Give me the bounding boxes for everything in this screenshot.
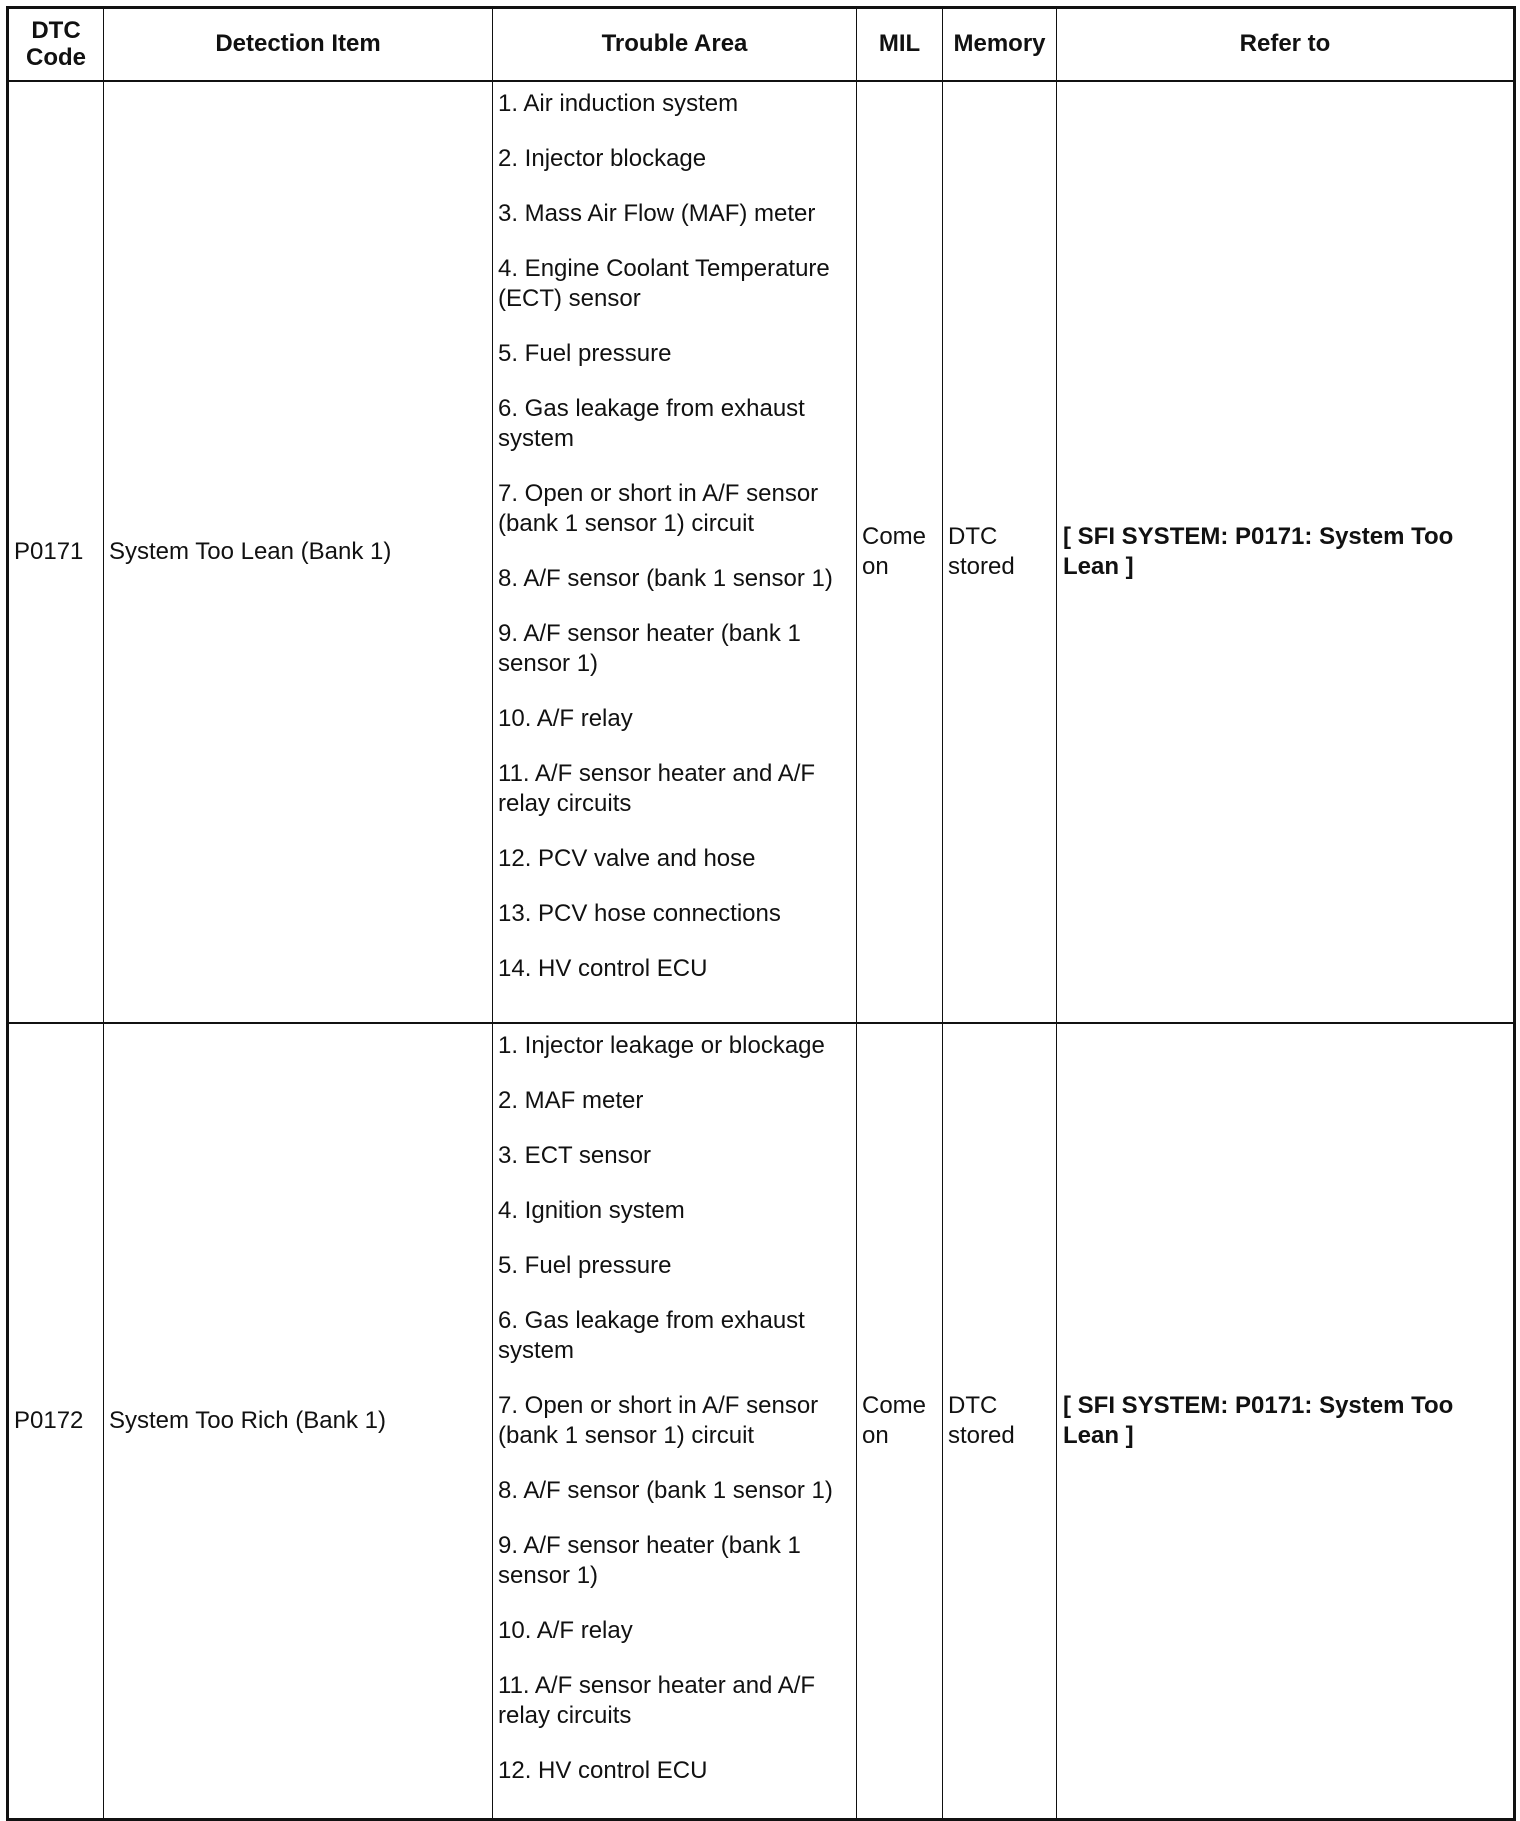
- trouble-area-item: 4. Ignition system: [498, 1197, 685, 1224]
- trouble-area-item: 11. A/F sensor heater and A/F relay circuits: [498, 1672, 816, 1729]
- header-trouble-area: Trouble Area: [493, 8, 857, 82]
- memory-cell: [943, 1023, 1057, 1820]
- trouble-area-item: 12. HV control ECU: [498, 1757, 708, 1784]
- trouble-area-item: 13. PCV hose connections: [498, 900, 781, 927]
- header-dtc-code: DTC Code: [8, 8, 104, 82]
- mil-cell: [857, 81, 943, 1023]
- dtc-code-cell: [8, 81, 104, 1023]
- trouble-area-item: 1. Injector leakage or blockage: [498, 1032, 825, 1059]
- refer-to-cell: [1057, 81, 1515, 1023]
- trouble-area-item: 1. Air induction system: [498, 90, 739, 117]
- memory-cell: [943, 81, 1057, 1023]
- table-body: [8, 81, 1515, 1820]
- table-row: [8, 1023, 1515, 1820]
- trouble-area-cell: [493, 81, 857, 1023]
- trouble-area-item: 7. Open or short in A/F sensor (bank 1 sensor 1) circuit: [498, 1392, 819, 1449]
- trouble-area-item: 2. Injector blockage: [498, 145, 707, 172]
- trouble-area-item: 5. Fuel pressure: [498, 340, 672, 367]
- refer-to-link[interactable]: [ SFI SYSTEM: P0171: System Too Lean ]: [1063, 1392, 1454, 1449]
- header-detection-item: Detection Item: [104, 8, 493, 82]
- header-memory: Memory: [943, 8, 1057, 82]
- dtc-code: P0172: [14, 1407, 84, 1434]
- header-refer-to: Refer to: [1057, 8, 1515, 82]
- trouble-area-item: 8. A/F sensor (bank 1 sensor 1): [498, 1477, 833, 1504]
- table-row: [8, 81, 1515, 1023]
- detection-item: System Too Lean (Bank 1): [109, 538, 392, 565]
- trouble-area-list: [493, 1024, 856, 1786]
- trouble-area-item: 7. Open or short in A/F sensor (bank 1 sensor 1) circuit: [498, 480, 819, 537]
- mil-cell: [857, 1023, 943, 1820]
- trouble-area-item: 3. Mass Air Flow (MAF) meter: [498, 200, 816, 227]
- trouble-area-item: 10. A/F relay: [498, 705, 633, 732]
- memory-status: DTC stored: [948, 1392, 1015, 1449]
- refer-to-cell: [1057, 1023, 1515, 1820]
- detection-item-cell: [104, 81, 493, 1023]
- table-header: [8, 8, 1515, 82]
- trouble-area-item: 10. A/F relay: [498, 1617, 633, 1644]
- trouble-area-item: 14. HV control ECU: [498, 955, 708, 982]
- trouble-area-item: 6. Gas leakage from exhaust system: [498, 1307, 805, 1364]
- detection-item: System Too Rich (Bank 1): [109, 1407, 386, 1434]
- trouble-area-item: 5. Fuel pressure: [498, 1252, 672, 1279]
- mil-status: Come on: [862, 1392, 927, 1449]
- trouble-area-cell: [493, 1023, 857, 1820]
- trouble-area-list: [493, 82, 856, 984]
- dtc-code-cell: [8, 1023, 104, 1820]
- detection-item-cell: [104, 1023, 493, 1820]
- mil-status: Come on: [862, 523, 927, 580]
- trouble-area-item: 6. Gas leakage from exhaust system: [498, 395, 805, 452]
- header-mil: MIL: [857, 8, 943, 82]
- trouble-area-item: 12. PCV valve and hose: [498, 845, 756, 872]
- trouble-area-item: 9. A/F sensor heater (bank 1 sensor 1): [498, 620, 801, 677]
- dtc-code: P0171: [14, 538, 84, 565]
- refer-to-link[interactable]: [ SFI SYSTEM: P0171: System Too Lean ]: [1063, 523, 1454, 580]
- trouble-area-item: 3. ECT sensor: [498, 1142, 651, 1169]
- trouble-area-item: 4. Engine Coolant Temperature (ECT) sensor: [498, 255, 830, 312]
- trouble-area-item: 11. A/F sensor heater and A/F relay circuits: [498, 760, 816, 817]
- trouble-area-item: 9. A/F sensor heater (bank 1 sensor 1): [498, 1532, 801, 1589]
- trouble-area-item: 8. A/F sensor (bank 1 sensor 1): [498, 565, 833, 592]
- header-row: [8, 8, 1515, 82]
- dtc-table: [6, 6, 1516, 1821]
- trouble-area-item: 2. MAF meter: [498, 1087, 644, 1114]
- memory-status: DTC stored: [948, 523, 1015, 580]
